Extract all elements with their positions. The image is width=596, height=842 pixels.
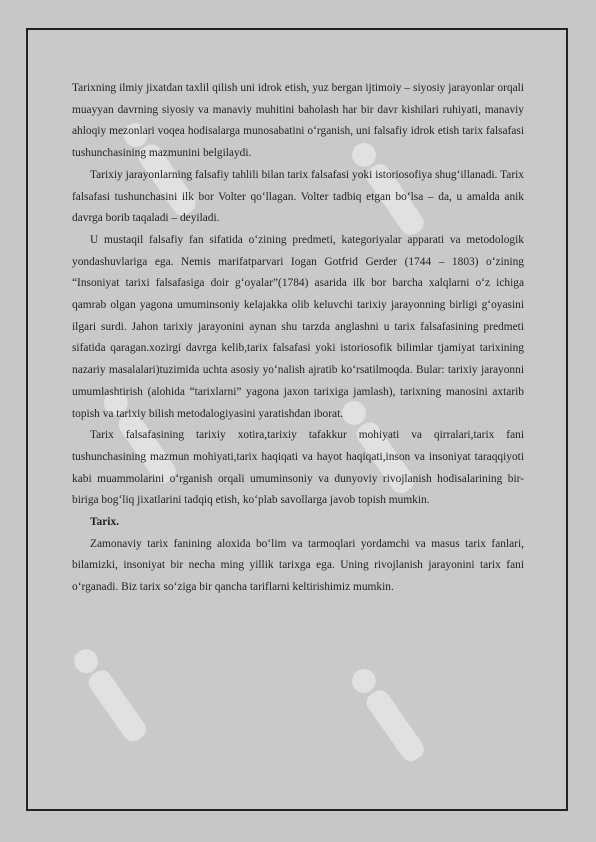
paragraph: Tarixiy jarayonlarning falsafiy tahlili bilan tarix falsafasi yoki istoriosofiya shug‘illanadi. Tarix falsafasi tushunchasini ilk bor Volter qo‘llagan. Volter tadbiq etgan bo‘lsa – da, u amalda anik davrga borib taqaladi – deyiladi. <box>72 168 524 225</box>
paragraph: Zamonaviy tarix fanining aloxida bo‘lim va tarmoqlari yordamchi va masus tarix fanlari, bilamizki, insoniyat bir necha ming yillik tarixga ega. Uning rivojlanish jarayonini tarix fani o‘rganadi. Biz tarix so‘ziga bir qancha tariflarni keltirishimiz mumkin. <box>72 537 524 594</box>
paragraph: Tarix falsafasining tarixiy xotira,tarixiy tafakkur mohiyati va qirralari,tarix fani tushunchasining mazmun mohiyati,tarix haqiqati va hayot haqiqati,inson va insoniyat taraqqiyoti kabi muammolarini o‘rganish orqali umuminsoniy va dunyoviy rivojlanish hodisalarining bir-biriga bog‘liq jixatlarini tadqiq etish, ko‘plab savollarga javob topish mumkin. <box>72 429 524 507</box>
document-page <box>26 28 568 811</box>
paragraph: U mustaqil falsafiy fan sifatida o‘zining predmeti, kategoriyalar apparati va metodologik yondashuvlariga ega. Nemis marifatparvari Iogan Gotfrid Gerder (1744 – 1803) o‘zining “Insoniyat tarixi falsafasiga doir g‘oyalar”(1784) asarida ilk bor barcha xalqlarni o‘z ichiga qamrab olgan yagona umuminsoniy kelajakka olib keluvchi tarixiy jarayonning birligi g‘oyasini ilgari surdi. Jahon tarixiy jarayonini aynan shu tarzda anglashni u tarix falsafasining predmeti sifatida qaragan.xozirgi davrga kelib,tarix falsafasi yoki istoriosofik bilimlar tjamiyat tarixining nazariy masalalari)tuzimida uchta asosiy yo‘nalish ajratib ko‘rsatilmoqda. Bular: tarixiy jarayonni umumlashtirish (alohida “tarixlarni” yagona jaxon tarixiga jamlash), tarixning manosini axtarib topish va tarixiy bilish metodalogiyasini yaratishdan iborat. <box>72 233 524 420</box>
document-body <box>72 78 524 599</box>
paragraph: Tarixning ilmiy jixatdan taxlil qilish uni idrok etish, yuz bergan ijtimoiy – siyosiy jarayonlar orqali muayyan davrning siyosiy va manaviy muhitini baholash har bir davr kishilari ruhiyati, manaviy ahloqiy mezonlari voqea hodisalarga munosabatini o‘rganish, uni falsafiy idrok etish tarix falsafasi tushunchasining mazmunini belgilaydi. <box>72 82 524 160</box>
section-heading: Tarix. <box>90 516 120 529</box>
